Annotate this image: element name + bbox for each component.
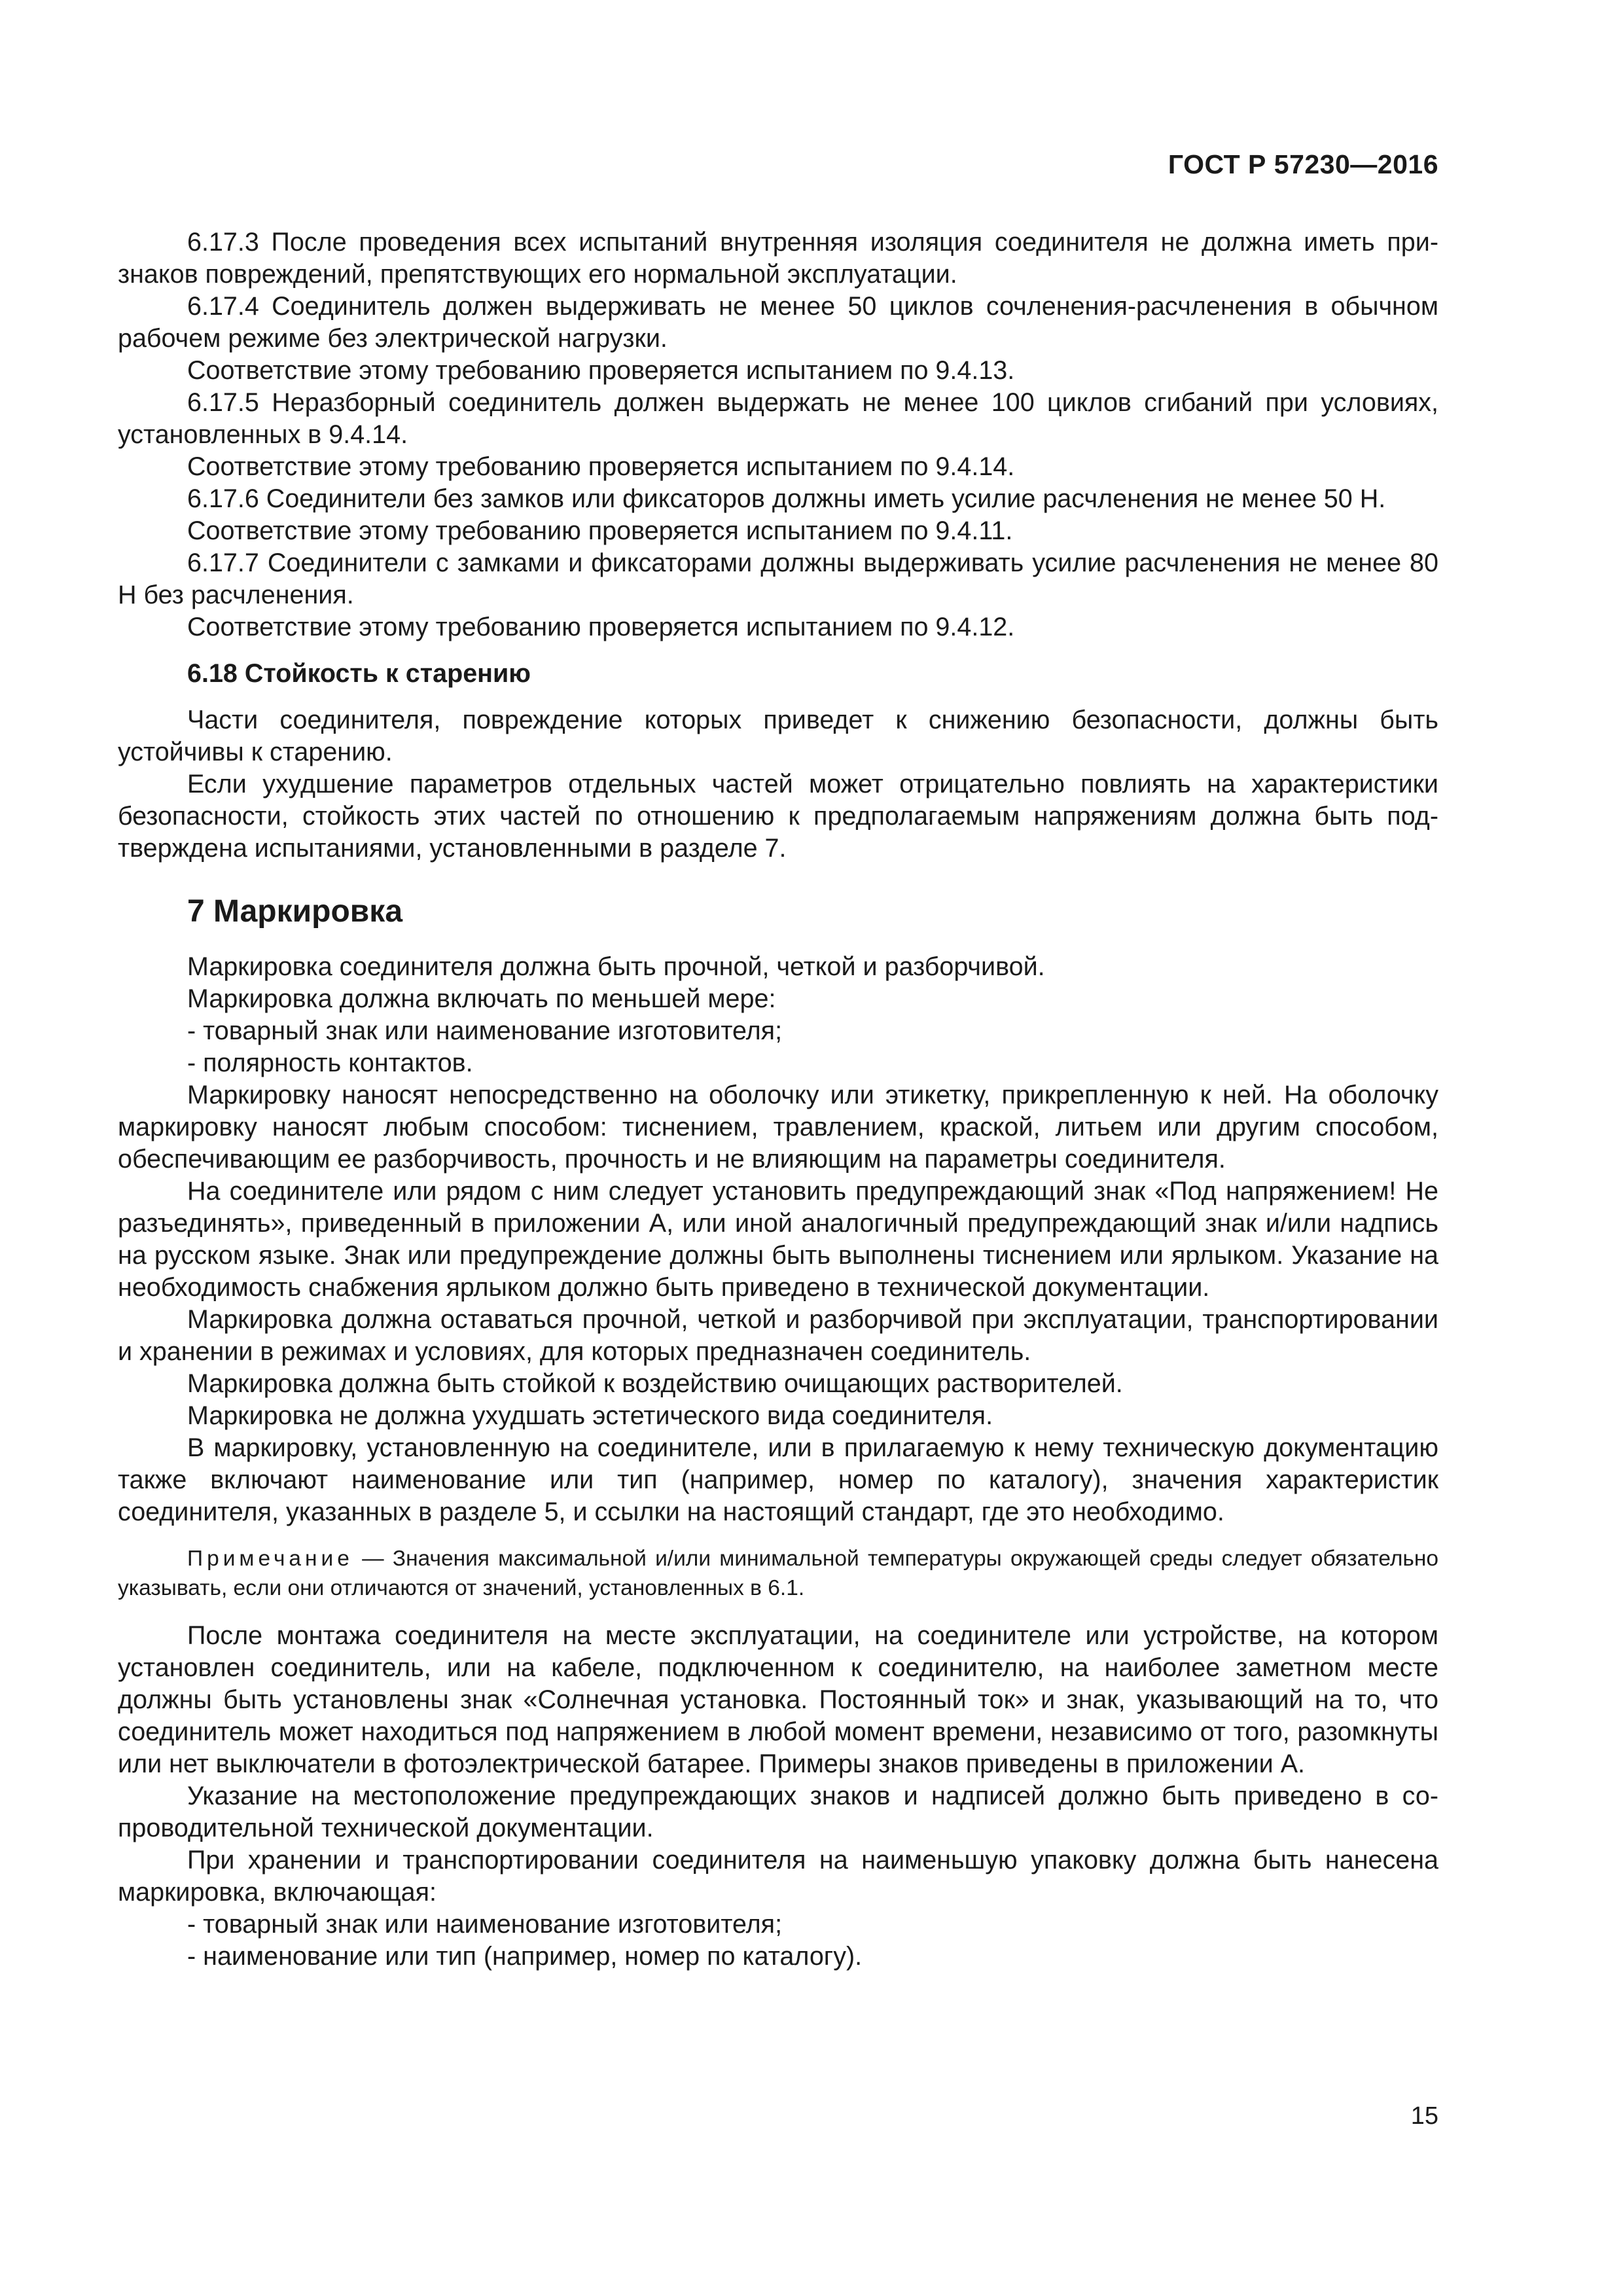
note-text: — Значения максимальной и/или минимальной температуры окружающей среды следует обязательно указывать, если они отличаются от значений, установленных в 6.1.	[118, 1547, 1438, 1600]
list-item: - товарный знак или наименование изготовителя;	[187, 1910, 783, 1939]
list-item: - наименование или тип (например, номер по каталогу).	[187, 1942, 863, 1971]
paragraph-marking-1: Маркировка соединителя должна быть прочной, четкой и разборчивой.	[187, 952, 1045, 981]
paragraph-marking-10: Указание на местоположение предупреждающих знаков и надписей должно быть приведено в сопроводительной технической документации.	[118, 1782, 1438, 1842]
paragraph-compliance-9-4-11: Соответствие этому требованию проверяется испытанием по 9.4.11.	[187, 516, 1013, 545]
paragraph-marking-8: В маркировку, установленную на соединителе, или в прилагаемую к нему техническую документацию также включают наименование или тип (например, номер по каталогу), значения характеристик соединителя, указанных в разделе 5, и ссылки на настоящий стандарт, где это необходимо.	[118, 1433, 1438, 1526]
paragraph-marking-9: После монтажа соединителя на месте эксплуатации, на соединителе или устройстве, на котором установлен соединитель, или на кабеле, подключенном к соединителю, на наиболее заметном месте должны быть установлены знак «Солнечная установка. Постоянный ток» и знак, указывающий на то, что соединитель может находиться под напряжением в любой момент времени, независимо от того, разомкнуты или нет выключатели в фотоэлектрической батарее. Примеры знаков приведены в приложении А.	[118, 1621, 1438, 1778]
paragraph-marking-4: На соединителе или рядом с ним следует установить предупреждающий знак «Под напряжением! Не разъединять», приведенный в приложении А, или иной аналогичный предупреждающий знак и/или надпись на русском языке. Знак или предупреждение должны быть выполнены тиснением или ярлыком. Указание на необходимость снабжения ярлыком должно быть приведено в технической документации.	[118, 1177, 1438, 1302]
document-content	[118, 226, 1438, 1973]
paragraph-marking-3: Маркировку наносят непосредственно на оболочку или этикетку, прикрепленную к ней. На оболочку маркировку наносят любым способом: тиснением, травлением, краской, литьем или другим способом, обеспечивающим ее разборчивость, прочность и не влияющим на параметры соединителя.	[118, 1081, 1438, 1174]
paragraph-marking-2: Маркировка должна включать по меньшей мере:	[187, 984, 776, 1013]
page-number: 15	[1410, 2102, 1438, 2130]
note-paragraph	[118, 1544, 1438, 1603]
paragraph-6-17-4: 6.17.4 Соединитель должен выдерживать не менее 50 циклов сочленения-расчленения в обычном рабочем режиме без электрической нагрузки.	[118, 292, 1438, 353]
list-item: - полярность контактов.	[187, 1049, 473, 1077]
paragraph-aging-1: Части соединителя, повреждение которых приведет к снижению безопасности, должны быть устойчивы к старению.	[118, 706, 1438, 766]
paragraph-6-17-3: 6.17.3 После проведения всех испытаний внутренняя изоляция соединителя не должна иметь признаков повреждений, препятствующих его нормальной эксплуатации.	[118, 228, 1438, 289]
subsection-heading-6-18: 6.18 Стойкость к старению	[187, 659, 531, 688]
paragraph-compliance-9-4-12: Соответствие этому требованию проверяется испытанием по 9.4.12.	[187, 613, 1015, 641]
paragraph-marking-6: Маркировка должна быть стойкой к воздействию очищающих растворителей.	[187, 1369, 1123, 1398]
list-item: - товарный знак или наименование изготовителя;	[187, 1016, 783, 1045]
paragraph-6-17-7: 6.17.7 Соединители с замками и фиксаторами должны выдерживать усилие расчленения не менее 80 Н без расчленения.	[118, 548, 1438, 609]
document-header-id: ГОСТ Р 57230—2016	[1168, 149, 1438, 179]
note-label: Примечание	[187, 1547, 353, 1571]
document-page	[118, 0, 1438, 2296]
paragraph-6-17-5: 6.17.5 Неразборный соединитель должен выдержать не менее 100 циклов сгибаний при условиях, установленных в 9.4.14.	[118, 388, 1438, 449]
paragraph-6-17-6: 6.17.6 Соединители без замков или фиксаторов должны иметь усилие расчленения не менее 50 Н.	[187, 484, 1386, 513]
paragraph-marking-11: При хранении и транспортировании соединителя на наименьшую упаковку должна быть нанесена маркировка, включающая:	[118, 1846, 1438, 1907]
paragraph-compliance-9-4-13: Соответствие этому требованию проверяется испытанием по 9.4.13.	[187, 356, 1015, 385]
paragraph-marking-7: Маркировка не должна ухудшать эстетического вида соединителя.	[187, 1401, 993, 1430]
section-heading-7: 7 Маркировка	[187, 894, 403, 929]
paragraph-aging-2: Если ухудшение параметров отдельных частей может отрицательно повлиять на характеристики безопасности, стойкость этих частей по отношению к предполагаемым напряжениям должна быть подтверждена испытаниями, установленными в разделе 7.	[118, 770, 1438, 863]
paragraph-marking-5: Маркировка должна оставаться прочной, четкой и разборчивой при эксплуатации, транспортировании и хранении в режимах и условиях, для которых предназначен соединитель.	[118, 1305, 1438, 1366]
paragraph-compliance-9-4-14: Соответствие этому требованию проверяется испытанием по 9.4.14.	[187, 452, 1015, 481]
